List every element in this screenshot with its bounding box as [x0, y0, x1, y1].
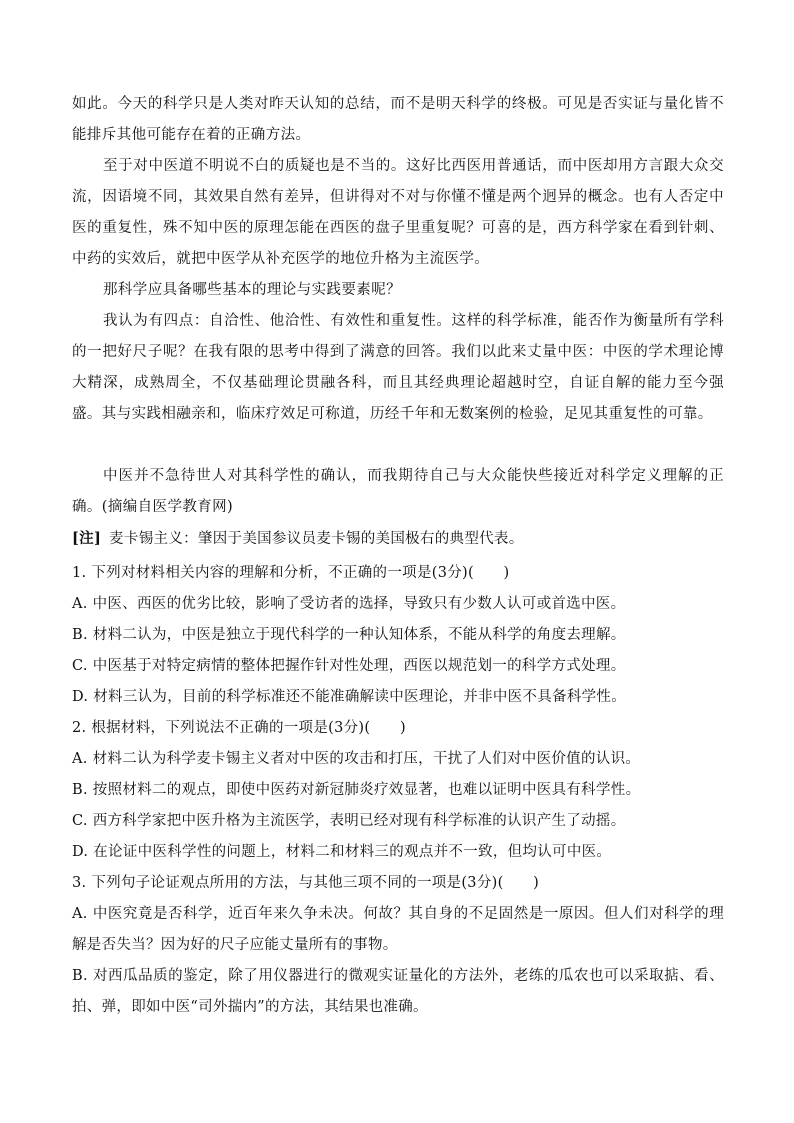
passage-paragraph-1: 如此。今天的科学只是人类对昨天认知的总结，而不是明天科学的终极。可见是否实证与量化皆不能排斥其他可能存在着的正确方法。 [72, 96, 724, 143]
question-1-option-a: A. 中医、西医的优劣比较，影响了受访者的选择，导致只有少数人认可或首选中医。 [72, 596, 626, 612]
question-2-stem: 2. 根据材料，下列说法不正确的一项是(3分)( ) [72, 720, 406, 736]
footnote-tag: [注] [72, 530, 102, 547]
question-1-option-b: B. 材料二认为，中医是独立于现代科学的一种认知体系，不能从科学的角度去理解。 [72, 627, 626, 643]
question-3-stem: 3. 下列句子论证观点所用的方法，与其他三项不同的一项是(3分)( ) [72, 875, 540, 891]
question-1-option-c: C. 中医基于对特定病情的整体把握作针对性处理，西医以规范划一的科学方式处理。 [72, 658, 626, 674]
question-2-option-c: C. 西方科学家把中医升格为主流医学，表明已经对现有科学标准的认识产生了动摇。 [72, 813, 626, 829]
question-3-option-b: B. 对西瓜品质的鉴定，除了用仪器进行的微观实证量化的方法外，老练的瓜农也可以采取掂、看、拍、弹，即如中医“司外揣内”的方法，其结果也准确。 [72, 968, 724, 1015]
passage-paragraph-5: 中医并不急待世人对其科学性的确认，而我期待自己与大众能快些接近对科学定义理解的正确。(摘编自医学教育网) [72, 468, 724, 515]
question-1-stem: 1. 下列对材料相关内容的理解和分析，不正确的一项是(3分)( ) [72, 565, 510, 581]
question-1-option-d: D. 材料三认为，目前的科学标准还不能准确解读中医理论，并非中医不具备科学性。 [72, 689, 627, 705]
footnote-text: 麦卡锡主义：肇因于美国参议员麦卡锡的美国极右的典型代表。 [109, 531, 524, 547]
passage-paragraph-3: 那科学应具备哪些基本的理论与实践要素呢？ [103, 282, 401, 298]
question-3-option-a: A. 中医究竟是否科学，近百年来久争未决。何故？其自身的不足固然是一原因。但人们对科学的理解是否失当？因为好的尺子应能丈量所有的事物。 [72, 906, 724, 953]
passage-paragraph-4: 我认为有四点：自洽性、他洽性、有效性和重复性。这样的科学标准，能否作为衡量所有学科的一把好尺子呢？在我有限的思考中得到了满意的回答。我们以此来丈量中医：中医的学术理论博大精深，成熟周全，不仅基础理论贯融各科，而且其经典理论超越时空，自证自解的能力至今强盛。其与实践相融亲和，临床疗效足可称道，历经千年和无数案例的检验，足见其重复性的可靠。 [72, 313, 724, 422]
question-2-option-b: B. 按照材料二的观点，即使中医药对新冠肺炎疗效显著，也难以证明中医具有科学性。 [72, 782, 641, 798]
footnote [72, 523, 724, 555]
passage-paragraph-2: 至于对中医道不明说不白的质疑也是不当的。这好比西医用普通话，而中医却用方言跟大众交流，因语境不同，其效果自然有差异，但讲得对不对与你懂不懂是两个迥异的概念。也有人否定中医的重复性，殊不知中医的原理怎能在西医的盘子里重复呢？可喜的是，西方科学家在看到针刺、中药的实效后，就把中医学从补充医学的地位升格为主流医学。 [72, 158, 724, 267]
question-2-option-d: D. 在论证中医科学性的问题上，材料二和材料三的观点并不一致，但均认可中医。 [72, 844, 612, 860]
question-2-option-a: A. 材料二认为科学麦卡锡主义者对中医的攻击和打压，干扰了人们对中医价值的认识。 [72, 751, 641, 767]
